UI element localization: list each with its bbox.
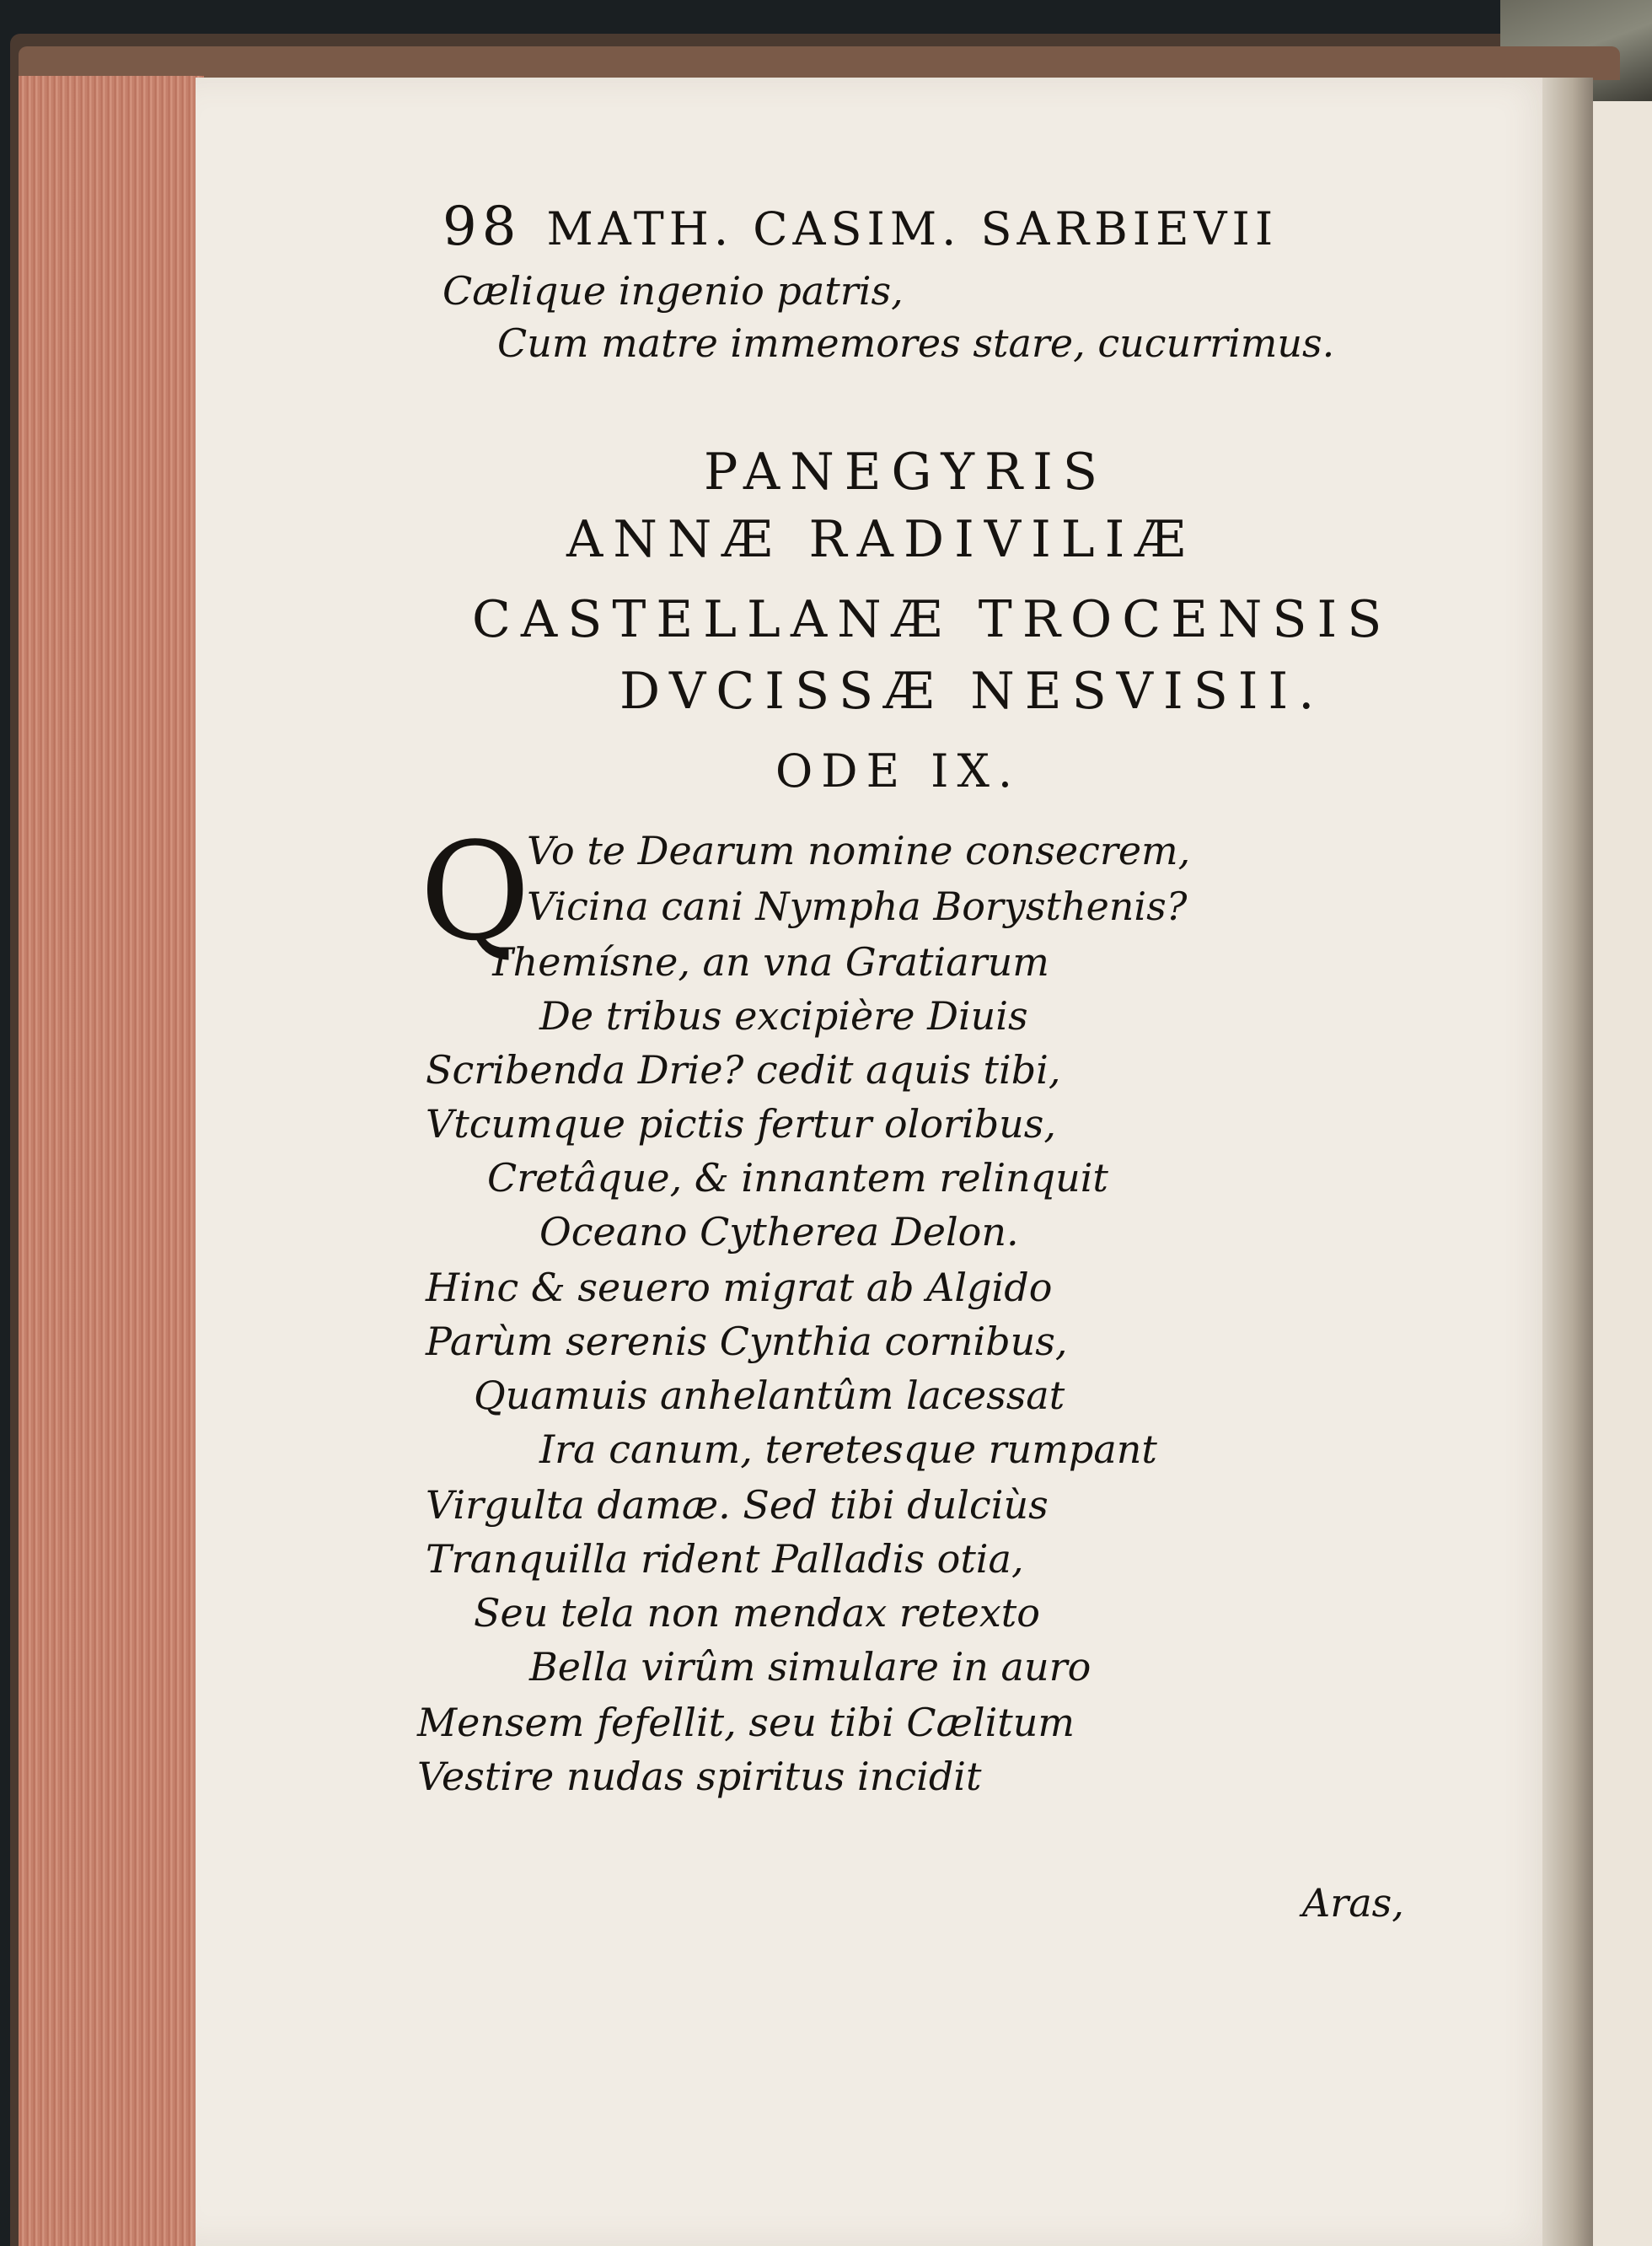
book-top-edge (19, 46, 1620, 80)
verse-line: Oceano Cytherea Delon. (539, 1209, 1019, 1255)
verse-line: Vicina cani Nympha Borysthenis? (527, 884, 1188, 929)
poem-title-line-4: DVCISSÆ NESVISII. (620, 662, 1325, 721)
verse-line: Seu tela non mendax retexto (474, 1590, 1040, 1636)
poem-title-line-2: ANNÆ RADIVILIÆ (566, 510, 1196, 569)
verse-line: Virgulta damæ. Sed tibi dulciùs (426, 1482, 1049, 1528)
verse-line: Hinc & seuero migrat ab Algido (426, 1265, 1053, 1310)
preceding-line-2: Cum matre immemores stare, cucurrimus. (497, 320, 1335, 366)
verse-line: Ira canum, teretesque rumpant (539, 1427, 1157, 1472)
verse-line: Vtcumque pictis fertur oloribus, (426, 1101, 1057, 1147)
drop-cap: Q (420, 813, 531, 970)
page-number: 98 (442, 196, 522, 258)
verse-line: Mensem fefellit, seu tibi Cælitum (417, 1700, 1075, 1745)
poem-title-line-3: CASTELLANÆ TROCENSIS (472, 590, 1392, 649)
verse-line: Themísne, an vna Gratiarum (487, 939, 1049, 985)
running-title: MATH. CASIM. SARBIEVII (546, 202, 1279, 255)
page-fore-edge (19, 76, 204, 2246)
verse-line: Bella virûm simulare in auro (529, 1644, 1092, 1690)
verse-line: Quamuis anhelantûm lacessat (474, 1373, 1065, 1418)
preceding-line-1: Cælique ingenio patris, (442, 268, 904, 314)
catchword: Aras, (1302, 1880, 1404, 1926)
ode-number: ODE IX. (775, 744, 1022, 798)
running-head (442, 196, 1278, 258)
verse-line: Tranquilla rident Palladis otia, (426, 1536, 1024, 1582)
verse-line: Parùm serenis Cynthia cornibus, (426, 1319, 1068, 1364)
verse-line: Vestire nudas spiritus incidit (417, 1754, 982, 1799)
verse-line: Scribenda Drie? cedit aquis tibi, (426, 1047, 1061, 1093)
verse-line: De tribus excipière Diuis (539, 993, 1028, 1039)
facing-page (1585, 101, 1652, 2246)
verse-line: Cretâque, & innantem relinquit (487, 1155, 1108, 1201)
page-gutter (1542, 78, 1593, 2246)
verse-line: Vo te Dearum nomine consecrem, (527, 828, 1191, 873)
poem-title-line-1: PANEGYRIS (704, 443, 1108, 502)
